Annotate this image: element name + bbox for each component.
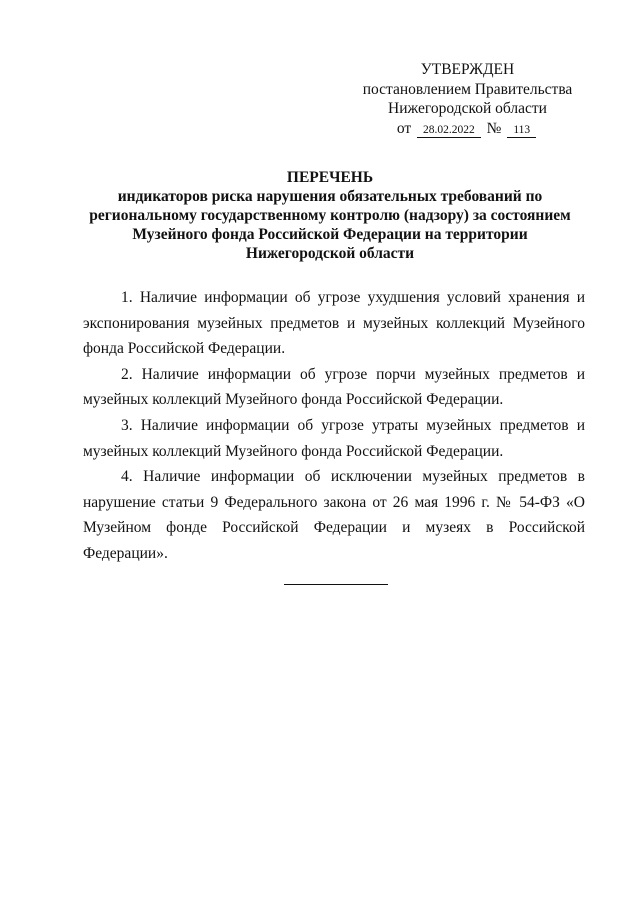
- approval-title: УТВЕРЖДЕН: [420, 61, 515, 78]
- items-list: [83, 285, 585, 567]
- end-divider: [284, 584, 388, 585]
- list-item: 1. Наличие информации об угрозе ухудшения условий хранения и экспонирования музейных предметов и музейных коллекций Музейного фонда Российской Федерации.: [83, 289, 585, 358]
- document-subheading: индикаторов риска нарушения обязательных требований по региональному государственному контролю (надзору) за состоянием Музейного фонда Российской Федерации на территории Нижегородской области: [89, 188, 571, 262]
- list-item: 4. Наличие информации об исключении музейных предметов в нарушение статьи 9 Федерального закона от 26 мая 1996 г. № 54-ФЗ «О Музейном фонде Российской Федерации и музеях в Российской Федерации».: [83, 468, 585, 562]
- approval-date: 28.02.2022: [417, 123, 481, 138]
- approval-number: 113: [507, 123, 536, 138]
- document-heading: ПЕРЕЧЕНЬ: [286, 169, 374, 186]
- date-prefix: от: [396, 119, 412, 137]
- number-sign: №: [486, 119, 502, 137]
- list-item: 3. Наличие информации об угрозе утраты музейных предметов и музейных коллекций Музейного фонда Российской Федерации.: [83, 416, 585, 460]
- approval-line-1: постановлением Правительства: [362, 80, 573, 98]
- approval-line-2: Нижегородской области: [388, 100, 547, 117]
- approval-stamp: [340, 60, 595, 138]
- list-item: 2. Наличие информации об угрозе порчи музейных предметов и музейных коллекций Музейного фонда Российской Федерации.: [83, 365, 585, 409]
- approval-date-line: [340, 119, 595, 139]
- document-title: [80, 168, 580, 263]
